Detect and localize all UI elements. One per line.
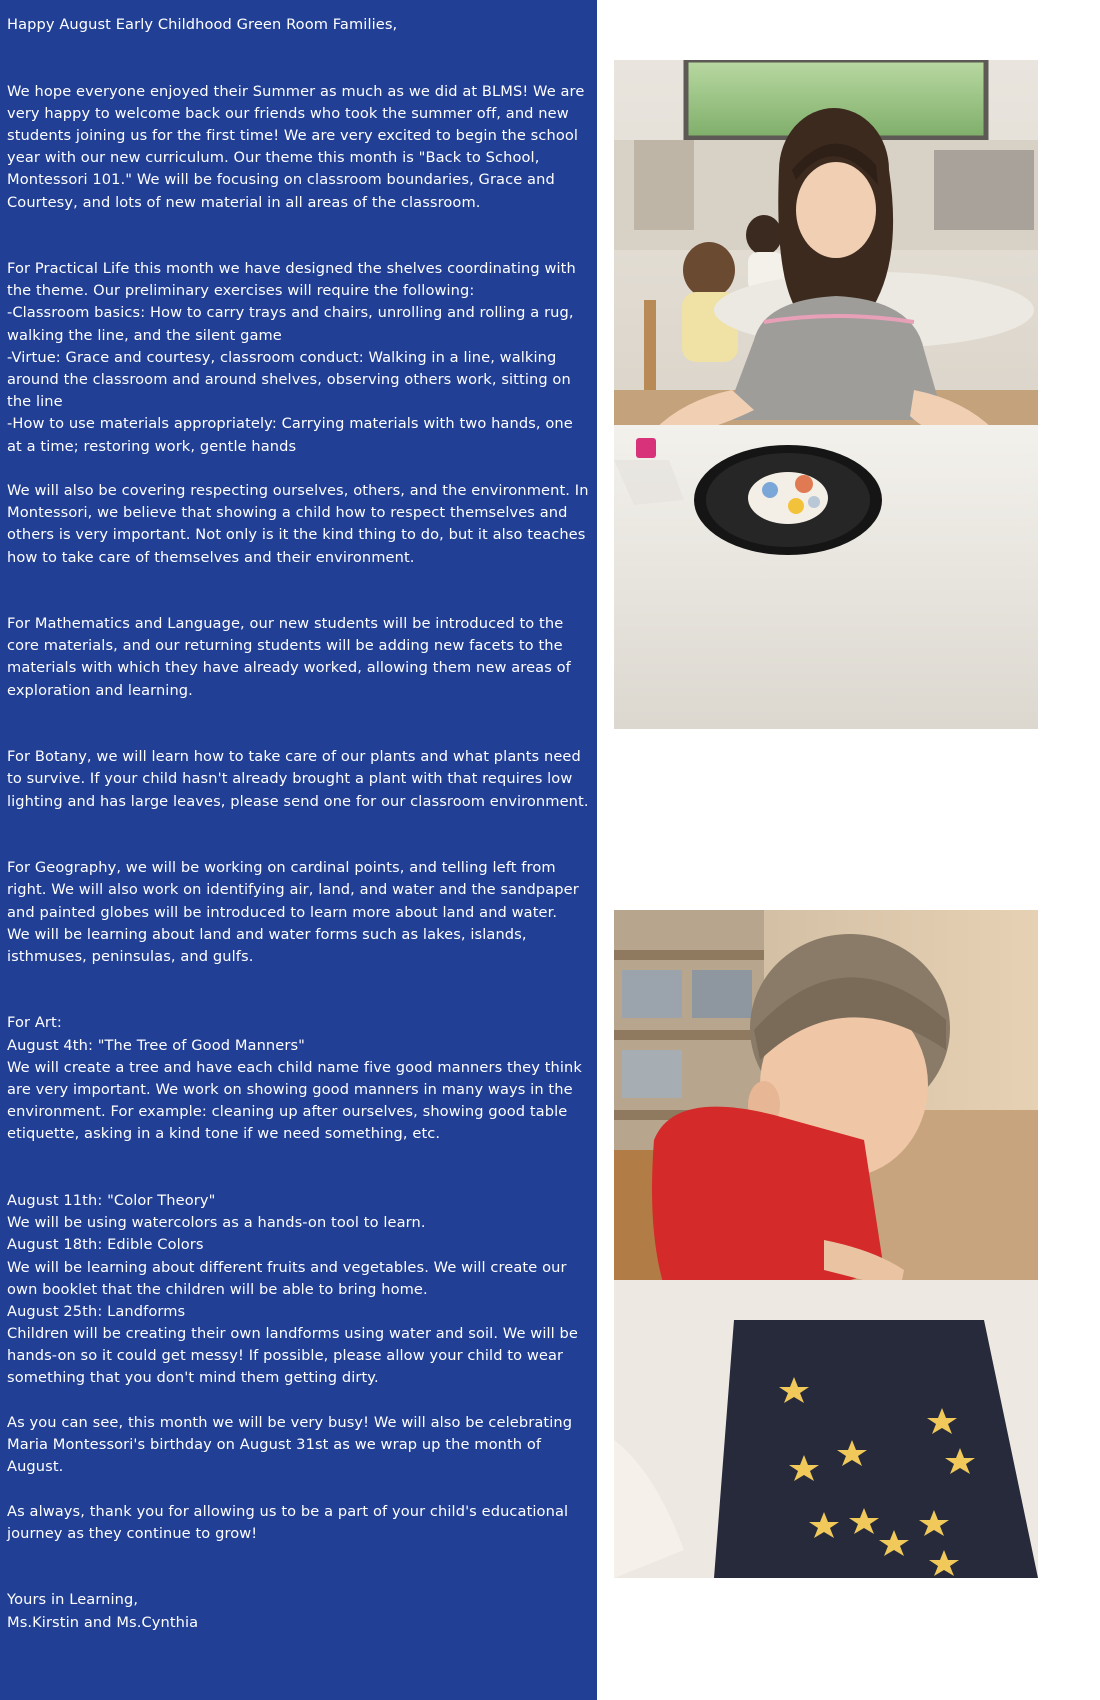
letter-line: are very important. We work on showing good manners in many ways in the: [7, 1081, 573, 1098]
letter-line: Maria Montessori's birthday on August 31st as we wrap up the month of: [7, 1436, 542, 1453]
letter-line: August.: [7, 1458, 64, 1476]
letter-line: hands-on so it could get messy! If possible, please allow your child to wear: [7, 1347, 564, 1365]
letter-line: We will be learning about different fruits and vegetables. We will create our: [7, 1258, 567, 1276]
letter-line: at a time; restoring work, gentle hands: [7, 437, 297, 455]
letter-line: etiquette, asking in a kind tone if we need something, etc.: [7, 1125, 441, 1143]
photo-girl-with-record-craft: [614, 60, 1038, 729]
letter-line: As you can see, this month we will be very busy! We will also be celebrating: [7, 1413, 573, 1431]
blank-line: [7, 236, 595, 258]
blank-line: [7, 1545, 595, 1567]
letter-line: very happy to welcome back our friends who took the summer off, and new: [7, 104, 569, 122]
letter-line: -Virtue: Grace and courtesy, classroom conduct: Walking in a line, walking: [7, 348, 557, 366]
letter-line: own booklet that the children will be able to bring home.: [7, 1280, 428, 1298]
letter-line: something that you don't mind them getting dirty.: [7, 1369, 379, 1387]
letter-line: For Practical Life this month we have designed the shelves coordinating with: [7, 260, 576, 278]
letter-line: For Botany, we will learn how to take care of our plants and what plants need: [7, 748, 581, 766]
letter-line: others is very important. Not only is it the kind thing to do, but it also teaches: [7, 526, 586, 544]
blank-line: [7, 1390, 595, 1412]
letter-line: around the classroom and around shelves, observing others work, sitting on: [7, 371, 571, 388]
letter-line: Ms.Kirstin and Ms.Cynthia: [7, 1613, 199, 1631]
letter-body: [7, 14, 595, 1634]
blank-line: [7, 591, 595, 613]
blank-line: [7, 1567, 595, 1589]
letter-line: August 25th: Landforms: [7, 1302, 186, 1320]
letter-line: students joining us for the first time! We are very excited to begin the school: [7, 126, 579, 144]
letter-line: the theme. Our preliminary exercises will require the following:: [7, 282, 475, 300]
blank-line: [7, 1478, 595, 1500]
blank-line: [7, 58, 595, 80]
blank-line: [7, 724, 595, 746]
blank-line: [7, 968, 595, 990]
letter-line: August 18th: Edible Colors: [7, 1236, 204, 1254]
letter-line: As always, thank you for allowing us to be a part of your child's educational: [7, 1502, 569, 1520]
letter-line: Children will be creating their own landforms using water and soil. We will be: [7, 1325, 578, 1343]
letter-line: environment. For example: cleaning up after ourselves, showing good table: [7, 1103, 568, 1121]
letter-line: For Art:: [7, 1014, 62, 1032]
blank-line: [7, 36, 595, 58]
letter-line: walking the line, and the silent game: [7, 326, 282, 344]
letter-line: core materials, and our returning students will be adding new facets to the: [7, 637, 563, 655]
letter-line: We hope everyone enjoyed their Summer as much as we did at BLMS! We are: [7, 82, 585, 100]
letter-line: isthmuses, peninsulas, and gulfs.: [7, 947, 254, 965]
letter-line: For Geography, we will be working on cardinal points, and telling left from: [7, 859, 556, 877]
letter-line: lighting and has large leaves, please send one for our classroom environment.: [7, 792, 589, 810]
letter-line: how to take care of themselves and their environment.: [7, 548, 415, 566]
blank-line: [7, 1146, 595, 1168]
letter-line: Happy August Early Childhood Green Room Families,: [7, 16, 398, 33]
letter-line: -Classroom basics: How to carry trays and chairs, unrolling and rolling a rug,: [7, 304, 574, 322]
classroom-photo-image: [614, 910, 1038, 1578]
blank-line: [7, 835, 595, 857]
letter-line: We will be using watercolors as a hands-on tool to learn.: [7, 1214, 426, 1232]
photo-boy-with-star-craft: [614, 910, 1038, 1578]
letter-line: August 11th: "Color Theory": [7, 1191, 216, 1209]
letter-line: August 4th: "The Tree of Good Manners": [7, 1036, 305, 1054]
letter-line: year with our new curriculum. Our theme this month is "Back to School,: [7, 149, 540, 167]
blank-line: [7, 214, 595, 236]
letter-line: We will also be covering respecting ourselves, others, and the environment. In: [7, 481, 589, 499]
blank-line: [7, 569, 595, 591]
blank-line: [7, 458, 595, 480]
letter-line: the line: [7, 393, 63, 411]
blank-line: [7, 990, 595, 1012]
blank-line: [7, 702, 595, 724]
blank-line: [7, 1168, 595, 1190]
letter-line: We will be learning about land and water forms such as lakes, islands,: [7, 925, 527, 943]
letter-line: materials with which they have already worked, allowing them new areas of: [7, 659, 571, 677]
letter-line: journey as they continue to grow!: [7, 1524, 258, 1542]
letter-line: Montessori, we believe that showing a child how to respect themselves and: [7, 504, 568, 522]
letter-line: and painted globes will be introduced to learn more about land and water.: [7, 903, 558, 921]
letter-line: We will create a tree and have each child name five good manners they think: [7, 1058, 582, 1076]
letter-line: to survive. If your child hasn't already brought a plant with that requires low: [7, 770, 573, 788]
letter-line: Montessori 101." We will be focusing on classroom boundaries, Grace and: [7, 171, 555, 189]
letter-line: right. We will also work on identifying air, land, and water and the sandpaper: [7, 881, 579, 899]
letter-line: For Mathematics and Language, our new students will be introduced to the: [7, 615, 564, 633]
letter-line: Yours in Learning,: [7, 1591, 139, 1609]
letter-line: -How to use materials appropriately: Carrying materials with two hands, one: [7, 415, 573, 433]
letter-line: Courtesy, and lots of new material in all areas of the classroom.: [7, 193, 481, 211]
classroom-photo-image: [614, 60, 1038, 729]
blank-line: [7, 813, 595, 835]
letter-line: exploration and learning.: [7, 681, 193, 699]
